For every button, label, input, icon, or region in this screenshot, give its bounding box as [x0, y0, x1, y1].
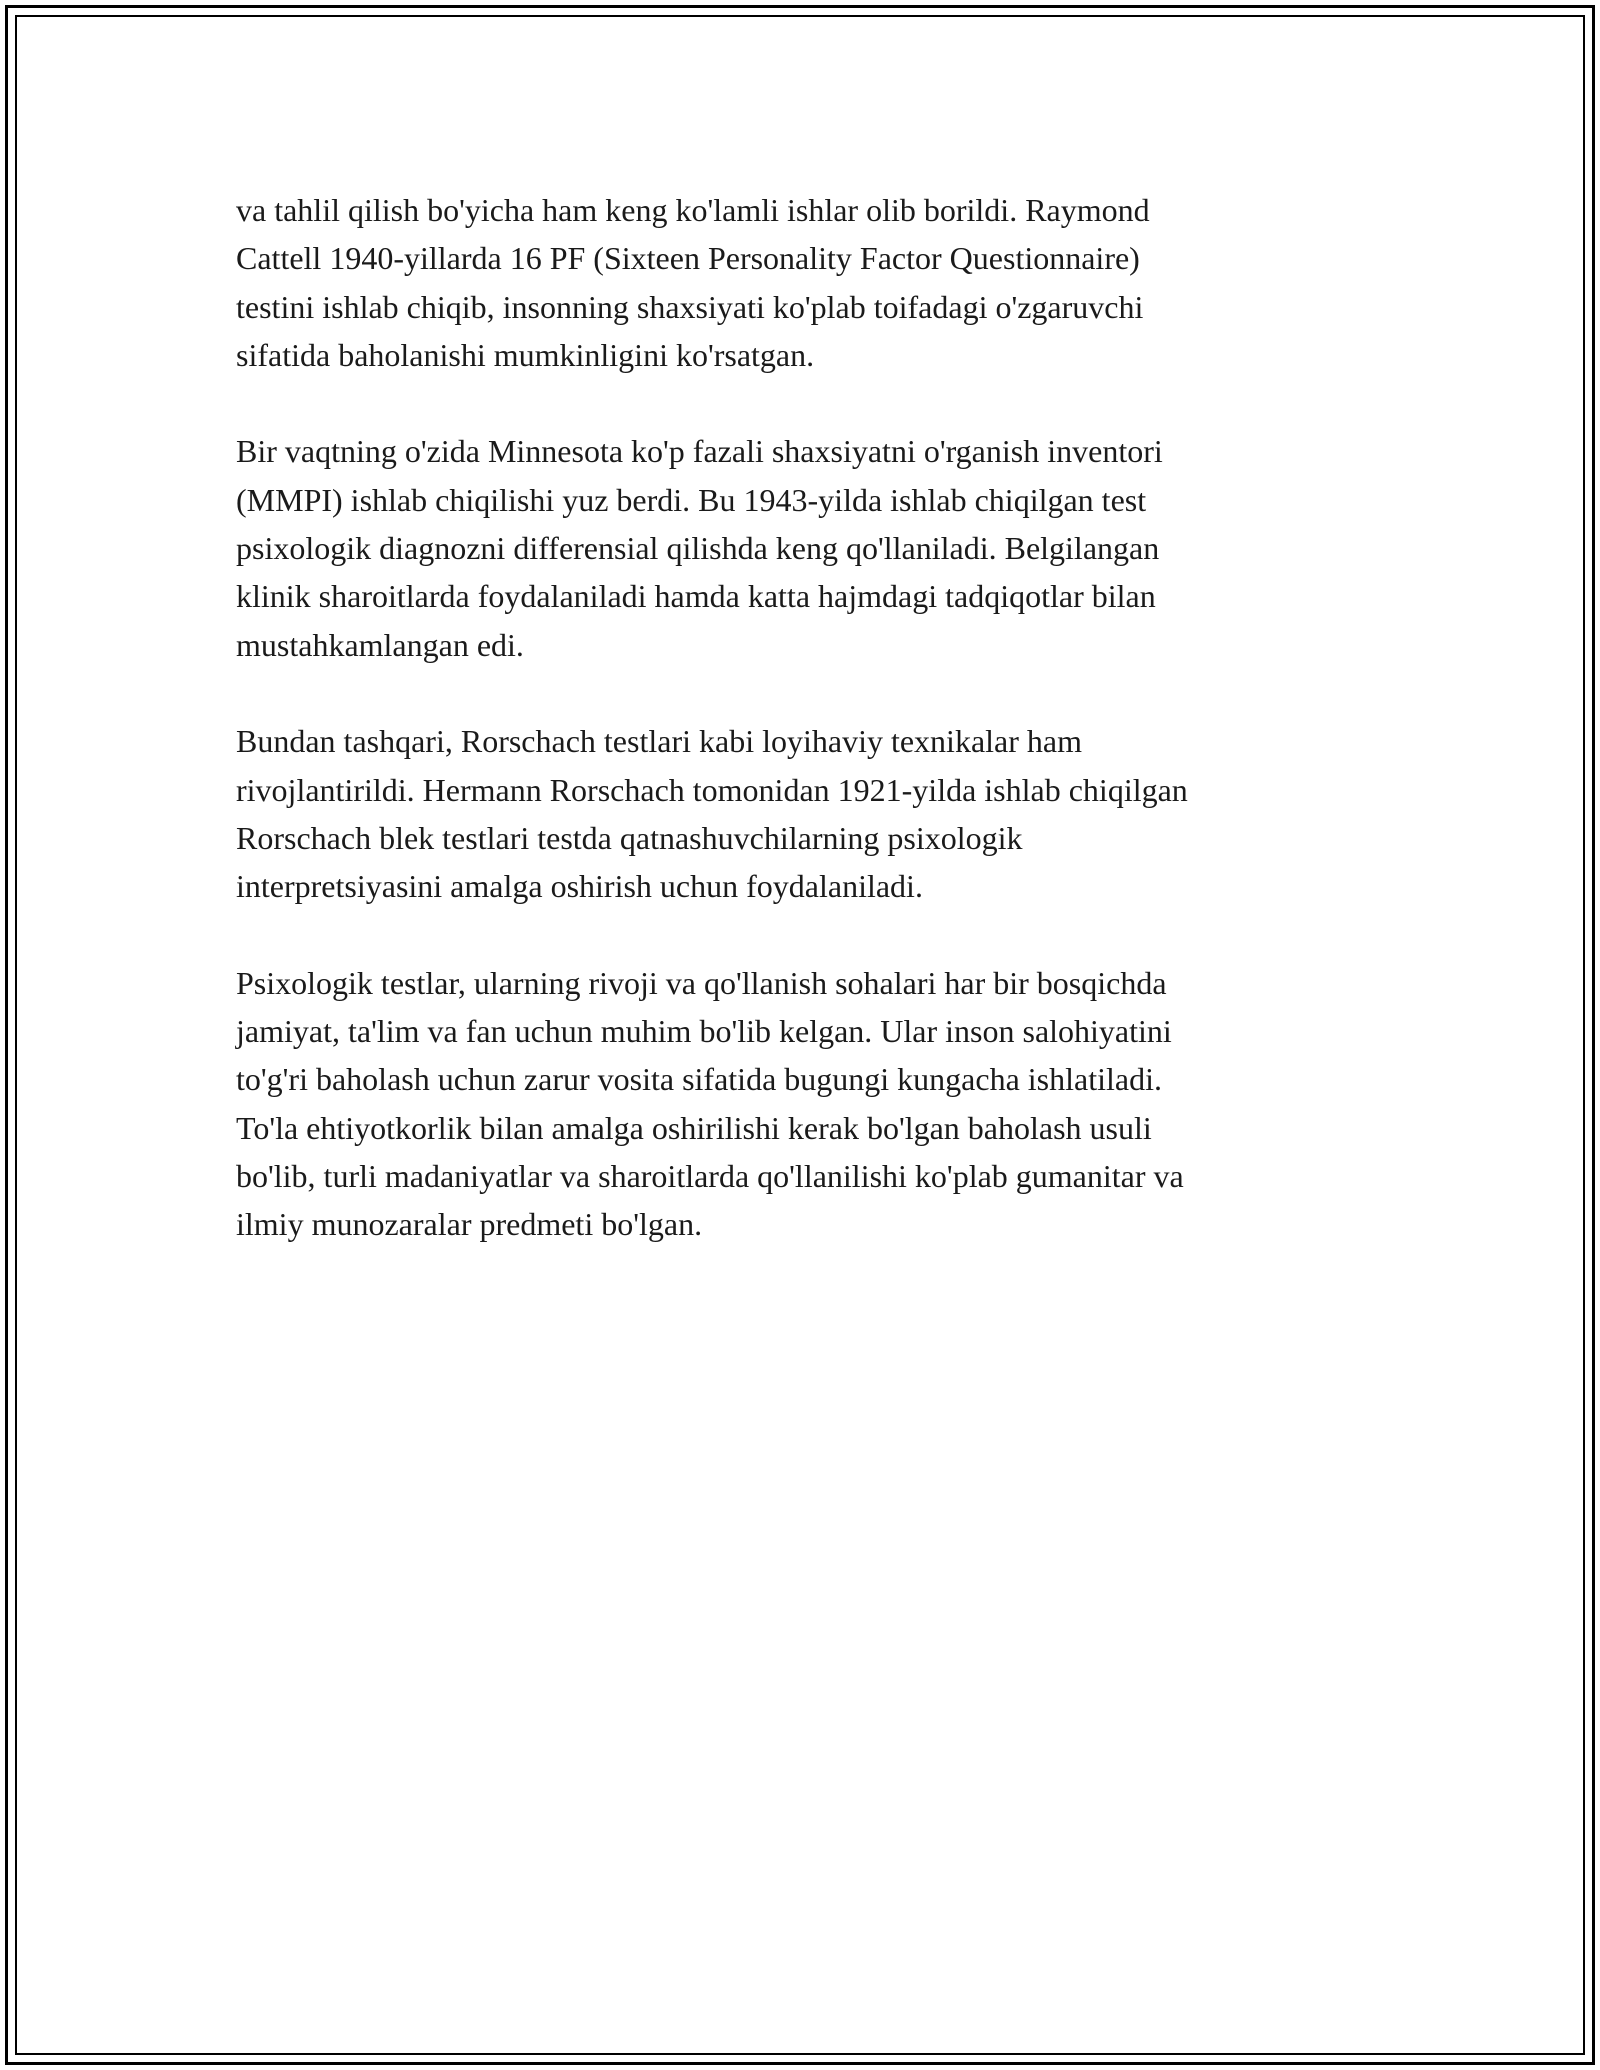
text-line: interpretsiyasini amalga oshirish uchun foydalaniladi.	[236, 868, 923, 905]
text-line: Bir vaqtning o'zida Minnesota ko'p fazali shaxsiyatni o'rganish inventori	[236, 433, 1163, 470]
text-line: testini ishlab chiqib, insonning shaxsiyati ko'plab toifadagi o'zgaruvchi	[236, 288, 1144, 325]
paragraph-2	[236, 427, 1356, 668]
text-line: (MMPI) ishlab chiqilishi yuz berdi. Bu 1943-yilda ishlab chiqilgan test	[236, 481, 1147, 518]
text-line: to'g'ri baholash uchun zarur vosita sifatida bugungi kungacha ishlatiladi.	[236, 1061, 1162, 1098]
text-line: Bundan tashqari, Rorschach testlari kabi loyihaviy texnikalar ham	[236, 723, 1082, 760]
text-line: rivojlantirildi. Hermann Rorschach tomonidan 1921-yilda ishlab chiqilgan	[236, 771, 1188, 808]
text-line: ilmiy munozaralar predmeti bo'lgan.	[236, 1206, 703, 1243]
text-line: Psixologik testlar, ularning rivoji va qo'llanish sohalari har bir bosqichda	[236, 964, 1167, 1001]
text-line: klinik sharoitlarda foydalaniladi hamda katta hajmdagi tadqiqotlar bilan	[236, 578, 1156, 615]
paragraph-4	[236, 959, 1356, 1249]
text-line: jamiyat, ta'lim va fan uchun muhim bo'lib kelgan. Ular inson salohiyatini	[236, 1013, 1172, 1050]
document-body	[236, 186, 1356, 1297]
text-line: sifatida baholanishi mumkinligini ko'rsatgan.	[236, 336, 815, 373]
text-line: To'la ehtiyotkorlik bilan amalga oshirilishi kerak bo'lgan baholash usuli	[236, 1109, 1152, 1146]
paragraph-3	[236, 717, 1356, 910]
text-line: psixologik diagnozni differensial qilishda keng qo'llaniladi. Belgilangan	[236, 530, 1160, 567]
text-line: Cattell 1940-yillarda 16 PF (Sixteen Personality Factor Questionnaire)	[236, 240, 1140, 277]
text-line: mustahkamlangan edi.	[236, 626, 524, 663]
paragraph-1	[236, 186, 1356, 379]
text-line: va tahlil qilish bo'yicha ham keng ko'lamli ishlar olib borildi. Raymond	[236, 192, 1150, 228]
text-line: bo'lib, turli madaniyatlar va sharoitlarda qo'llanilishi ko'plab gumanitar va	[236, 1157, 1184, 1194]
text-line: Rorschach blek testlari testda qatnashuvchilarning psixologik	[236, 819, 1023, 856]
